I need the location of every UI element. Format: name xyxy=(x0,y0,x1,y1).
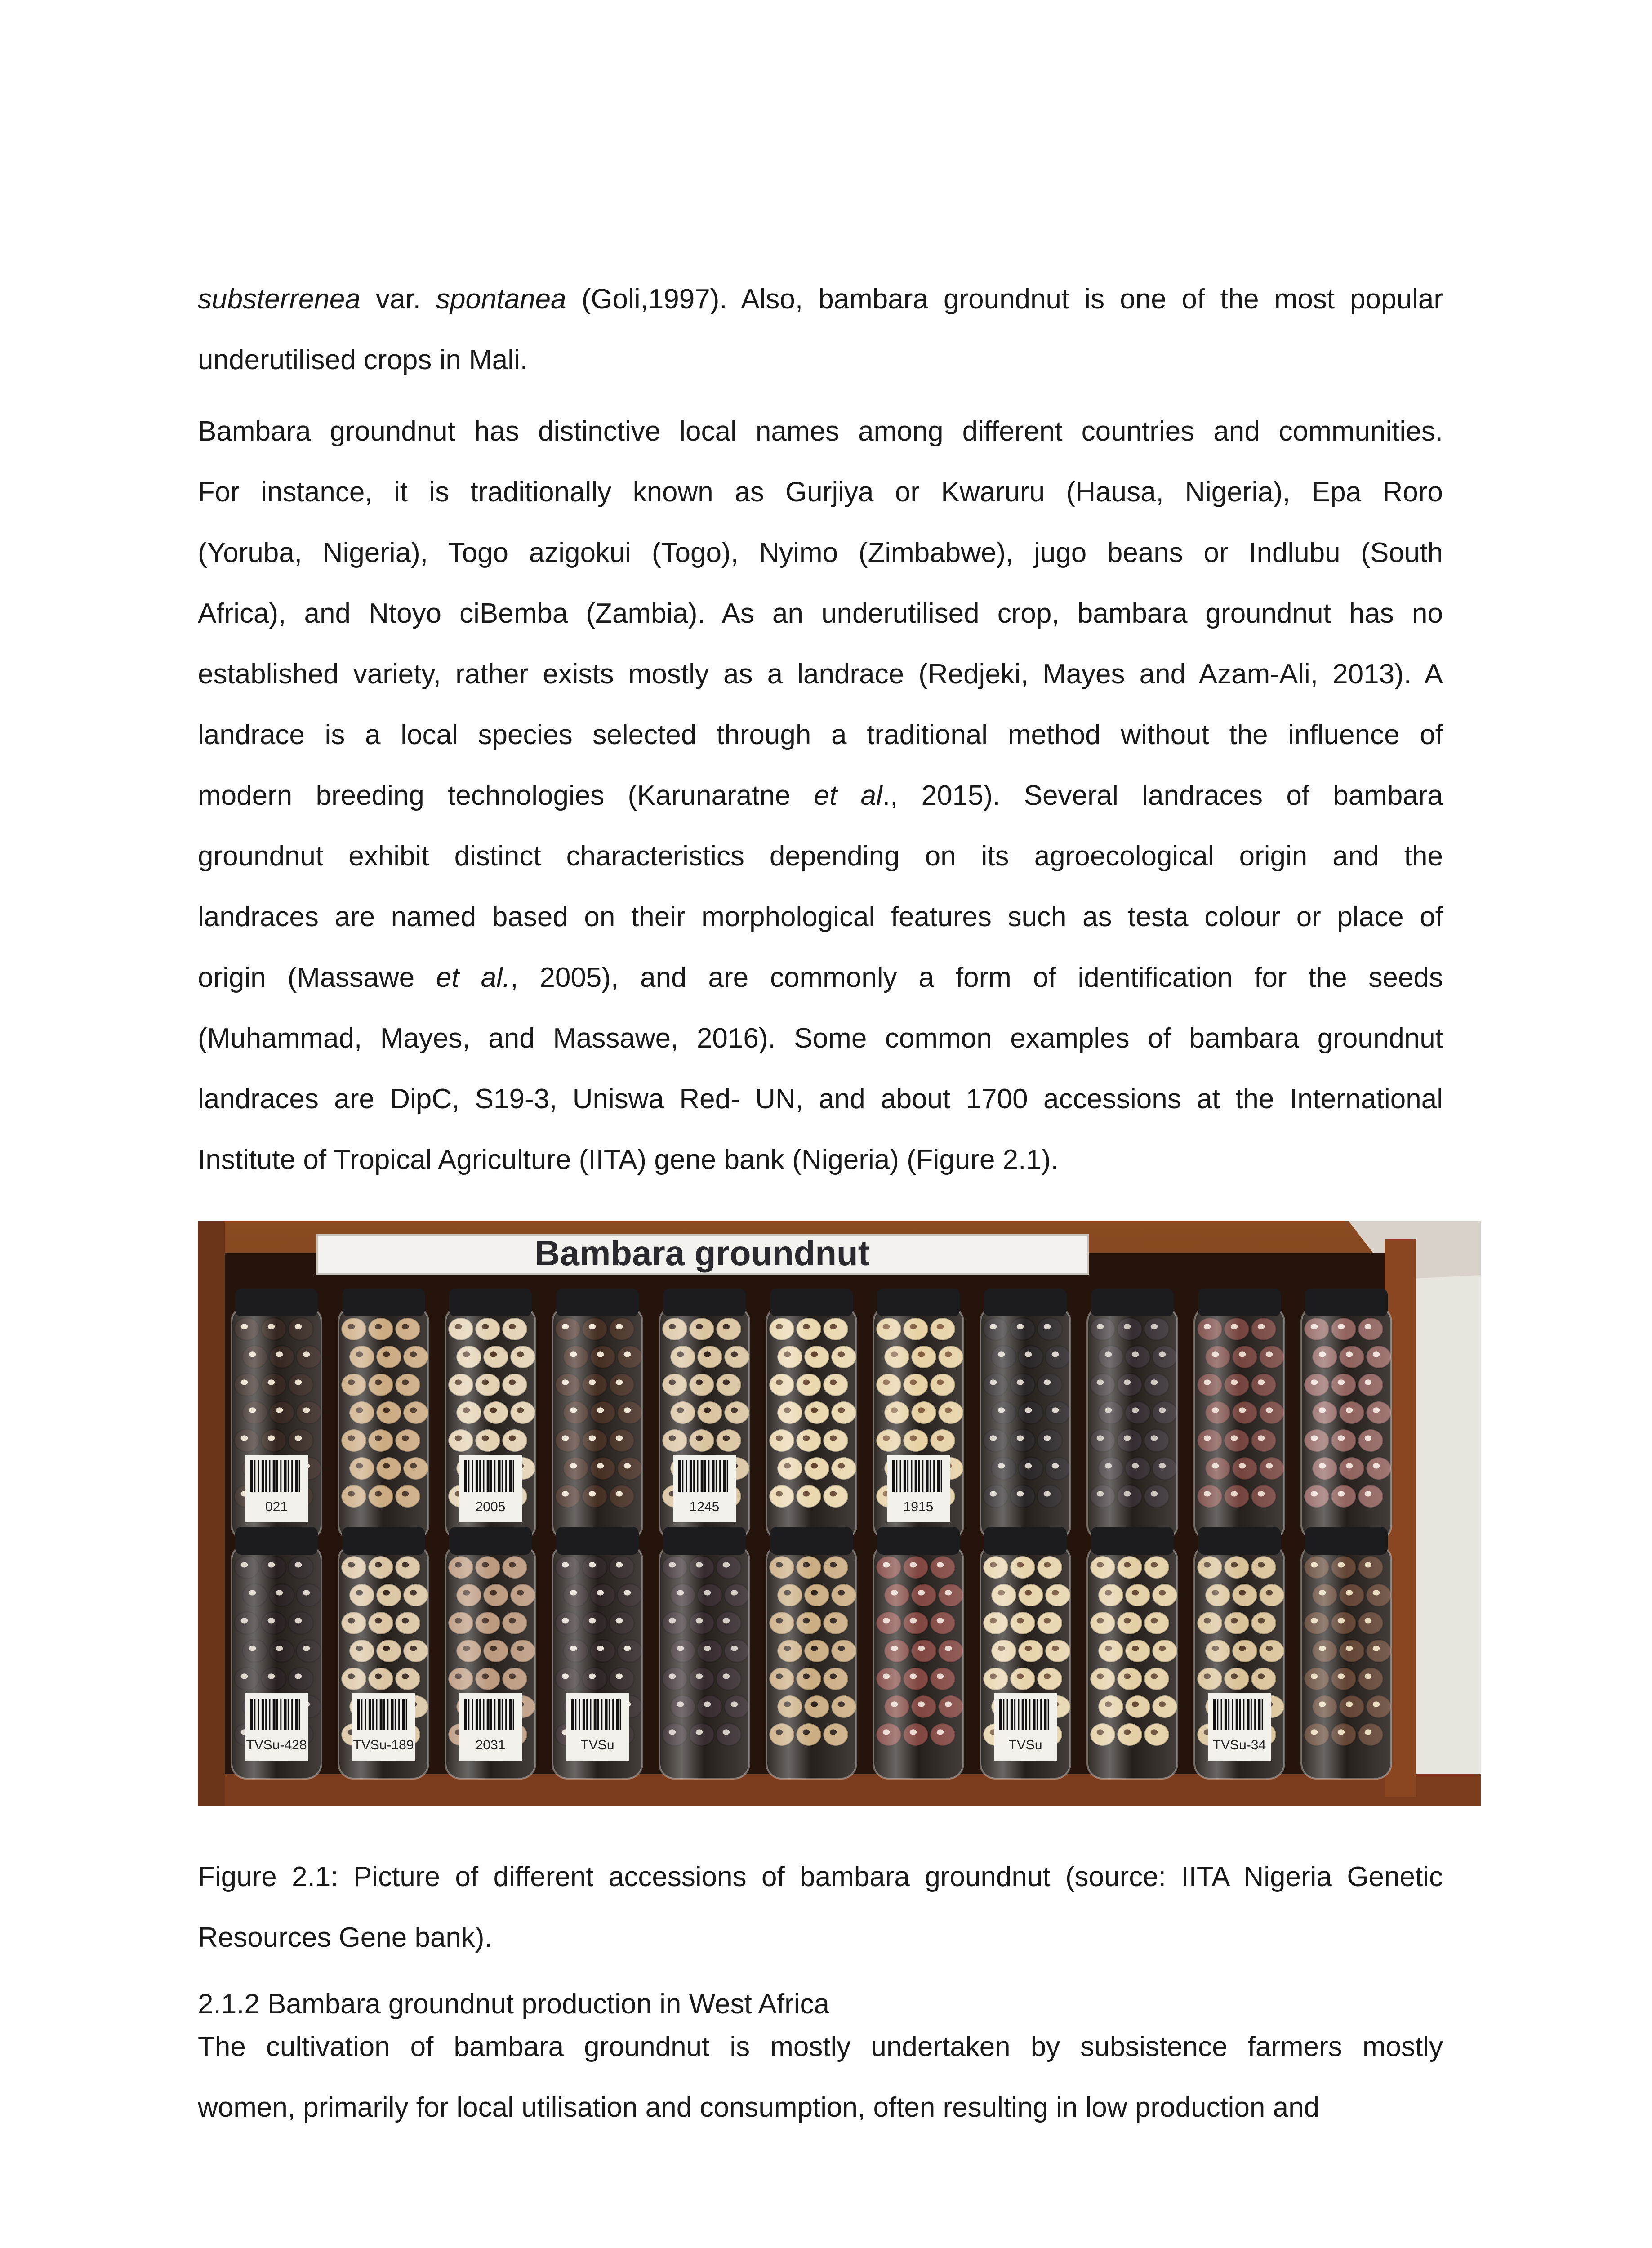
barcode-bar xyxy=(930,1460,931,1492)
accession-tag: 021 xyxy=(265,1499,288,1514)
barcode-bar xyxy=(276,1460,278,1492)
barcode-bar xyxy=(502,1460,503,1492)
tube-glass xyxy=(1087,1307,1177,1540)
barcode-bar xyxy=(716,1460,717,1492)
barcode-bar xyxy=(464,1699,467,1730)
barcode-bar xyxy=(1014,1699,1015,1730)
barcode-bar xyxy=(479,1460,481,1492)
barcode-bar xyxy=(498,1460,501,1492)
barcode-bar xyxy=(719,1460,721,1492)
seed-tube xyxy=(1194,1289,1284,1540)
barcode-bar xyxy=(1048,1699,1049,1730)
barcode-bar xyxy=(391,1699,394,1730)
text-line xyxy=(198,522,1443,583)
barcode-bar xyxy=(900,1460,901,1492)
barcode-bar xyxy=(1254,1699,1256,1730)
barcode-bar xyxy=(288,1699,289,1730)
text-line xyxy=(198,1129,1443,1190)
seed-tray-illustration xyxy=(198,1221,1481,1806)
barcode-bar xyxy=(494,1460,495,1492)
text-run: ., 2015). Several landraces of bambara xyxy=(882,780,1443,811)
barcode-bar xyxy=(712,1460,715,1492)
barcode-bar xyxy=(616,1699,619,1730)
seed-tube xyxy=(659,1289,749,1540)
barcode-bar xyxy=(1247,1699,1250,1730)
barcode-bar xyxy=(892,1460,895,1492)
tube-glass xyxy=(873,1545,963,1779)
accession-tag: 1915 xyxy=(903,1499,934,1514)
seed-tube xyxy=(1301,1527,1391,1779)
barcode-bar xyxy=(262,1699,264,1730)
tube-glass xyxy=(1194,1307,1284,1540)
paragraph-2 xyxy=(198,401,1443,1190)
barcode-bar xyxy=(365,1699,366,1730)
seed-tube xyxy=(1194,1527,1284,1779)
tray-left-edge xyxy=(198,1221,225,1806)
tube-cap xyxy=(556,1527,639,1555)
accession-tag: TVSu xyxy=(1008,1738,1042,1753)
barcode-bar xyxy=(498,1699,501,1730)
barcode-bar xyxy=(911,1460,912,1492)
italic-run: substerrenea xyxy=(198,284,361,315)
tray-label-text: Bambara groundnut xyxy=(534,1233,870,1273)
barcode-bar xyxy=(620,1699,621,1730)
accession-tag: 2005 xyxy=(475,1499,506,1514)
barcode-bar xyxy=(612,1699,614,1730)
figure-2-1-photo xyxy=(198,1221,1481,1806)
text-run: For instance, it is traditionally known as Gurjiya or Kwaruru (Hausa, Nigeria), Epa Roro xyxy=(198,477,1443,508)
seed-tube xyxy=(873,1527,963,1779)
barcode-bar xyxy=(1221,1699,1222,1730)
barcode-bar xyxy=(922,1460,923,1492)
seed-tube xyxy=(338,1527,428,1779)
accession-tag: 1245 xyxy=(689,1499,720,1514)
barcode-bar xyxy=(476,1699,478,1730)
barcode-bar xyxy=(907,1460,908,1492)
barcode-bar xyxy=(597,1699,599,1730)
barcode-bar xyxy=(723,1460,726,1492)
seed-tube xyxy=(1301,1289,1391,1540)
barcode-bar xyxy=(372,1699,374,1730)
barcode-bar xyxy=(295,1699,298,1730)
paragraph-3 xyxy=(198,2016,1443,2138)
barcode-bar xyxy=(509,1699,512,1730)
barcode-bar xyxy=(1007,1699,1008,1730)
text-line xyxy=(198,887,1443,947)
barcode-bar xyxy=(487,1460,490,1492)
barcode-bar xyxy=(254,1699,255,1730)
barcode-bar xyxy=(468,1699,469,1730)
barcode-bar xyxy=(483,1699,484,1730)
barcode-bar xyxy=(999,1699,1002,1730)
barcode-bar xyxy=(472,1460,473,1492)
tube-glass xyxy=(659,1545,749,1779)
tube-glass xyxy=(552,1307,642,1540)
seed-tube xyxy=(232,1527,321,1779)
barcode-bar xyxy=(387,1699,388,1730)
accession-tag: TVSu-189 xyxy=(353,1738,414,1753)
barcode-bar xyxy=(284,1460,287,1492)
barcode-bar xyxy=(1029,1699,1030,1730)
tube-cap xyxy=(984,1527,1067,1555)
background-wall xyxy=(1412,1221,1481,1806)
barcode-bar xyxy=(1033,1699,1036,1730)
barcode-bar xyxy=(273,1460,276,1492)
tube-cap xyxy=(342,1527,425,1555)
barcode-bar xyxy=(406,1699,407,1730)
barcode-bar xyxy=(579,1699,580,1730)
text-run: Bambara groundnut has distinctive local names among different countries and communities. xyxy=(198,416,1443,447)
tube-cap xyxy=(1091,1289,1174,1316)
barcode-bar xyxy=(697,1460,698,1492)
barcode-bar xyxy=(361,1699,362,1730)
barcode-bar xyxy=(1003,1699,1004,1730)
barcode-bar xyxy=(1037,1699,1038,1730)
italic-run: et al xyxy=(814,780,882,811)
barcode-bar xyxy=(701,1460,704,1492)
barcode-bar xyxy=(295,1460,298,1492)
barcode-bar xyxy=(1213,1699,1216,1730)
barcode-bar xyxy=(915,1460,917,1492)
accession-tag: TVSu-34 xyxy=(1212,1738,1266,1753)
text-line xyxy=(198,1847,1443,1907)
barcode-bar xyxy=(291,1460,293,1492)
barcode-bar xyxy=(380,1699,383,1730)
accession-tag: TVSu-428 xyxy=(246,1738,307,1753)
text-line xyxy=(198,330,1443,390)
barcode-bar xyxy=(1040,1699,1042,1730)
barcode-bar xyxy=(258,1460,259,1492)
barcode-bar xyxy=(933,1460,935,1492)
tubes-layer xyxy=(232,1289,1391,1779)
barcode-bar xyxy=(376,1699,377,1730)
barcode-bar xyxy=(479,1699,481,1730)
seed-tube xyxy=(338,1289,428,1540)
barcode-bar xyxy=(678,1460,681,1492)
tube-glass xyxy=(1301,1307,1391,1540)
barcode-bar xyxy=(1258,1699,1260,1730)
barcode-bar xyxy=(937,1460,940,1492)
text-line xyxy=(198,765,1443,826)
tube-glass xyxy=(1087,1545,1177,1779)
barcode-bar xyxy=(1217,1699,1218,1730)
barcode-bar xyxy=(1236,1699,1238,1730)
text-run: origin (Massawe xyxy=(198,962,436,993)
barcode-bar xyxy=(280,1699,281,1730)
text-line xyxy=(198,826,1443,887)
barcode-bar xyxy=(682,1460,683,1492)
seed-tube xyxy=(1087,1289,1177,1540)
barcode-bar xyxy=(464,1460,467,1492)
tube-cap xyxy=(770,1289,853,1316)
tube-cap xyxy=(556,1289,639,1316)
barcode-bar xyxy=(299,1699,300,1730)
text-run: groundnut exhibit distinct characteristics depending on its agroecological origin and the xyxy=(198,841,1443,872)
barcode-bar xyxy=(1262,1699,1263,1730)
text-run: The cultivation of bambara groundnut is mostly undertaken by subsistence farmers mostly xyxy=(198,2031,1443,2062)
barcode-bar xyxy=(1022,1699,1024,1730)
text-line xyxy=(198,1907,1443,1968)
tube-glass xyxy=(338,1307,428,1540)
barcode-bar xyxy=(502,1699,503,1730)
barcode-bar xyxy=(273,1699,276,1730)
seed-tube xyxy=(980,1289,1070,1540)
barcode-bar xyxy=(571,1699,574,1730)
barcode-bar xyxy=(1225,1699,1227,1730)
text-run: , 2005), and are commonly a form of identification for the seeds xyxy=(510,962,1443,993)
text-run: women, primarily for local utilisation and consumption, often resulting in low production and xyxy=(198,2092,1320,2123)
barcode-bar xyxy=(1243,1699,1244,1730)
barcode-bar xyxy=(693,1460,695,1492)
barcode-bar xyxy=(1025,1699,1027,1730)
tube-cap xyxy=(984,1289,1067,1316)
barcode-bar xyxy=(505,1460,507,1492)
barcode-bar xyxy=(254,1460,255,1492)
seed-tube xyxy=(1087,1527,1177,1779)
seed-tube xyxy=(445,1527,535,1779)
barcode-bar xyxy=(276,1699,278,1730)
barcode-bar xyxy=(609,1699,610,1730)
barcode-bar xyxy=(483,1460,484,1492)
tube-cap xyxy=(449,1289,532,1316)
tube-cap xyxy=(877,1527,960,1555)
text-run: landraces are DipC, S19-3, Uniswa Red- UN, and about 1700 accessions at the International xyxy=(198,1084,1443,1115)
tube-glass xyxy=(980,1307,1070,1540)
text-run: landrace is a local species selected through a traditional method without the influence of xyxy=(198,719,1443,750)
barcode-bar xyxy=(262,1460,264,1492)
barcode-bar xyxy=(594,1699,597,1730)
seed-tube xyxy=(873,1289,963,1540)
tube-cap xyxy=(663,1527,746,1555)
barcode-bar xyxy=(704,1460,706,1492)
text-line xyxy=(198,269,1443,330)
paragraph-1 xyxy=(198,269,1443,390)
barcode-bar xyxy=(690,1460,692,1492)
barcode-bar xyxy=(575,1699,576,1730)
tube-cap xyxy=(877,1289,960,1316)
barcode-bar xyxy=(1239,1699,1241,1730)
text-line xyxy=(198,401,1443,462)
barcode-bar xyxy=(299,1460,300,1492)
barcode-bar xyxy=(402,1699,405,1730)
barcode-bar xyxy=(727,1460,728,1492)
barcode-bar xyxy=(686,1460,687,1492)
text-line xyxy=(198,947,1443,1008)
tube-cap xyxy=(1198,1289,1281,1316)
barcode-bar xyxy=(494,1699,495,1730)
barcode-bar xyxy=(265,1460,267,1492)
barcode-bar xyxy=(1228,1699,1229,1730)
barcode-bar xyxy=(269,1460,270,1492)
text-line xyxy=(198,2016,1443,2077)
seed-tube xyxy=(766,1289,856,1540)
barcode-bar xyxy=(926,1460,929,1492)
barcode-bar xyxy=(1251,1699,1252,1730)
tube-glass xyxy=(766,1545,856,1779)
text-line xyxy=(198,2077,1443,2138)
tube-cap xyxy=(235,1289,318,1316)
barcode-bar xyxy=(1044,1699,1046,1730)
barcode-bar xyxy=(250,1699,253,1730)
barcode-bar xyxy=(1018,1699,1019,1730)
barcode-bar xyxy=(258,1699,259,1730)
tube-cap xyxy=(663,1289,746,1316)
tube-cap xyxy=(449,1527,532,1555)
tube-glass xyxy=(1301,1545,1391,1779)
barcode-bar xyxy=(590,1699,591,1730)
barcode-bar xyxy=(269,1699,270,1730)
barcode-bar xyxy=(472,1699,473,1730)
text-run: Figure 2.1: Picture of different accessions of bambara groundnut (source: IITA Nigeria Genetic xyxy=(198,1861,1443,1892)
tube-cap xyxy=(770,1527,853,1555)
tube-cap xyxy=(1091,1527,1174,1555)
barcode-bar xyxy=(513,1699,514,1730)
tube-cap xyxy=(1305,1527,1388,1555)
text-run: Africa), and Ntoyo ciBemba (Zambia). As an underutilised crop, bambara groundnut has no xyxy=(198,598,1443,629)
barcode-bar xyxy=(505,1699,507,1730)
barcode-bar xyxy=(280,1460,281,1492)
italic-run: spontanea xyxy=(436,284,566,315)
barcode-bar xyxy=(904,1460,906,1492)
barcode-bar xyxy=(513,1460,514,1492)
section-heading: 2.1.2 Bambara groundnut production in West Africa xyxy=(198,1989,830,2020)
tube-glass xyxy=(766,1307,856,1540)
seed-tube xyxy=(552,1527,642,1779)
text-run: (Goli,1997). Also, bambara groundnut is one of the most popular xyxy=(566,284,1443,315)
seed-tube xyxy=(980,1527,1070,1779)
barcode-bar xyxy=(250,1460,253,1492)
barcode-bar xyxy=(383,1699,385,1730)
barcode-bar xyxy=(357,1699,360,1730)
tube-cap xyxy=(342,1289,425,1316)
barcode-bar xyxy=(398,1699,400,1730)
tube-cap xyxy=(235,1527,318,1555)
seed-tube xyxy=(659,1527,749,1779)
text-run: (Yoruba, Nigeria), Togo azigokui (Togo), Nyimo (Zimbabwe), jugo beans or Indlubu (South xyxy=(198,537,1443,568)
text-run: Resources Gene bank). xyxy=(198,1922,492,1953)
barcode-bar xyxy=(490,1699,492,1730)
tube-cap xyxy=(1305,1289,1388,1316)
barcode-bar xyxy=(583,1699,585,1730)
text-line xyxy=(198,1069,1443,1129)
text-line xyxy=(198,644,1443,705)
barcode-bar xyxy=(291,1699,293,1730)
barcode-bar xyxy=(941,1460,942,1492)
barcode-bar xyxy=(708,1460,709,1492)
barcode-bar xyxy=(369,1699,371,1730)
italic-run: et al. xyxy=(436,962,511,993)
barcode-bar xyxy=(476,1460,478,1492)
barcode-bar xyxy=(918,1460,920,1492)
text-run: modern breeding technologies (Karunaratne xyxy=(198,780,814,811)
text-line xyxy=(198,583,1443,644)
seed-tube xyxy=(766,1527,856,1779)
barcode-bar xyxy=(284,1699,287,1730)
text-run: landraces are named based on their morphological features such as testa colour or place of xyxy=(198,901,1443,932)
barcode-bar xyxy=(468,1460,469,1492)
text-line xyxy=(198,705,1443,765)
barcode-bar xyxy=(1232,1699,1233,1730)
barcode-bar xyxy=(509,1460,512,1492)
barcode-bar xyxy=(487,1699,490,1730)
seed-tube xyxy=(232,1289,321,1540)
seed-tube xyxy=(445,1289,535,1540)
barcode-bar xyxy=(490,1460,492,1492)
barcode-bar xyxy=(896,1460,897,1492)
barcode-bar xyxy=(265,1699,267,1730)
text-line xyxy=(198,462,1443,522)
tube-cap xyxy=(1198,1527,1281,1555)
text-run: var. xyxy=(360,284,436,315)
barcode-bar xyxy=(1011,1699,1013,1730)
text-run: established variety, rather exists mostly as a landrace (Redjeki, Mayes and Azam-Ali, 2013). A xyxy=(198,659,1443,690)
text-line xyxy=(198,1008,1443,1069)
accession-tag: TVSu xyxy=(580,1738,614,1753)
accession-tag: 2031 xyxy=(475,1738,506,1753)
barcode-bar xyxy=(288,1460,289,1492)
barcode-bar xyxy=(601,1699,602,1730)
text-run: Institute of Tropical Agriculture (IITA) gene bank (Nigeria) (Figure 2.1). xyxy=(198,1144,1059,1175)
barcode-bar xyxy=(586,1699,588,1730)
text-run: underutilised crops in Mali. xyxy=(198,344,528,375)
figure-caption xyxy=(198,1847,1443,1968)
barcode-bar xyxy=(395,1699,396,1730)
barcode-bar xyxy=(605,1699,608,1730)
seed-tube xyxy=(552,1289,642,1540)
text-run: (Muhammad, Mayes, and Massawe, 2016). Some common examples of bambara groundnut xyxy=(198,1023,1443,1054)
